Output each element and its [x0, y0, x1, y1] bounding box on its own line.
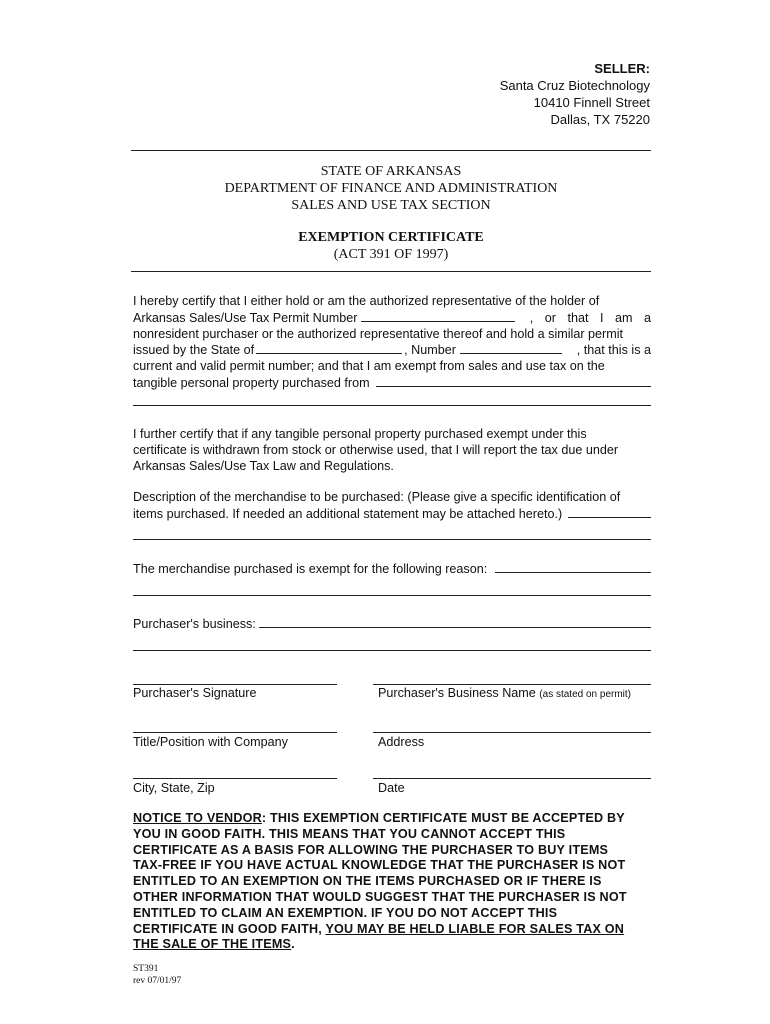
seller-street: 10410 Finnell Street [533, 95, 650, 110]
business-continuation-line[interactable] [133, 650, 651, 651]
seller-block [500, 60, 650, 128]
purchased-from-label: tangible personal property purchased from [133, 375, 370, 390]
city-line[interactable] [133, 778, 337, 779]
certify-paragraph [133, 294, 651, 392]
purchased-from-field[interactable] [376, 375, 651, 387]
further-line-1: I further certify that if any tangible personal property purchased exempt under this [133, 427, 587, 441]
business-field[interactable] [259, 616, 651, 628]
certificate-act: (ACT 391 OF 1997) [333, 247, 449, 262]
date-line[interactable] [373, 778, 651, 779]
notice-line-4: TAX-FREE IF YOU HAVE ACTUAL KNOWLEDGE THAT THE PURCHASER IS NOT [133, 858, 626, 873]
reason-label: The merchandise purchased is exempt for the following reason: [133, 562, 488, 576]
certify-line-2-tail: , or that I am a [529, 310, 651, 325]
business-label: Purchaser's business: [133, 617, 256, 631]
address-label: Address [378, 735, 425, 749]
title-label: Title/Position with Company [133, 735, 288, 749]
certify-line-1: I hereby certify that I either hold or am the authorized representative of the holder of [133, 294, 600, 308]
certify-line-4 [133, 342, 651, 359]
notice-line-3: CERTIFICATE AS A BASIS FOR ALLOWING THE PURCHASER TO BUY ITEMS [133, 842, 609, 857]
form-identifier [133, 963, 181, 987]
description-continuation-line[interactable] [133, 539, 651, 540]
notice-line-9 [133, 937, 651, 953]
address-line[interactable] [373, 732, 651, 733]
seller-city: Dallas, TX 75220 [550, 112, 650, 127]
business-name-label: Purchaser's Business Name [378, 686, 536, 700]
further-paragraph [133, 427, 651, 474]
notice-line-1 [133, 811, 651, 827]
permit-number-field[interactable] [361, 310, 515, 322]
issuing-state-field[interactable] [256, 342, 402, 354]
business-row [133, 616, 651, 633]
certify-line-4-tail: , that this is a [576, 343, 651, 358]
further-line-3: Arkansas Sales/Use Tax Law and Regulations. [133, 458, 394, 473]
notice-liability-text: YOU MAY BE HELD LIABLE FOR SALES TAX ON [325, 921, 625, 936]
notice-line-5: ENTITLED TO AN EXEMPTION ON THE ITEMS PURCHASED OR IF THERE IS [133, 874, 602, 889]
purchased-from-continuation-line[interactable] [133, 405, 651, 406]
notice-line-7: ENTITLED TO CLAIM AN EXEMPTION. IF YOU DO NOT ACCEPT THIS [133, 905, 558, 920]
signature-line[interactable] [133, 684, 337, 685]
department-line: DEPARTMENT OF FINANCE AND ADMINISTRATION [224, 181, 558, 196]
issuing-state-label: issued by the State of [133, 343, 255, 358]
date-label: Date [378, 781, 405, 795]
description-line-2 [133, 506, 651, 523]
description-line-1: Description of the merchandise to be purchased: (Please give a specific identification of [133, 490, 621, 504]
signature-label: Purchaser's Signature [133, 686, 257, 700]
certify-line-2 [133, 310, 651, 327]
state-line: STATE OF ARKANSAS [320, 164, 462, 179]
description-field[interactable] [568, 506, 651, 518]
state-number-field[interactable] [460, 342, 562, 354]
notice-line-8 [133, 922, 651, 938]
seller-name: Santa Cruz Biotechnology [499, 78, 650, 93]
permit-number-label: Arkansas Sales/Use Tax Permit Number [133, 310, 358, 325]
form-number: ST391 [133, 964, 159, 974]
business-name-line[interactable] [373, 684, 651, 685]
description-line-2-text: items purchased. If needed an additional statement may be attached hereto.) [133, 506, 563, 521]
divider-header-bottom [131, 271, 651, 272]
notice-line-8-text: CERTIFICATE IN GOOD FAITH, [133, 921, 326, 936]
seller-label: SELLER: [594, 61, 650, 76]
notice-heading: NOTICE TO VENDOR [133, 811, 262, 825]
city-label: City, State, Zip [133, 781, 215, 795]
reason-row [133, 561, 651, 578]
notice-liability-end: THE SALE OF THE ITEMS [133, 937, 292, 952]
reason-continuation-line[interactable] [133, 595, 651, 596]
notice-line-6: OTHER INFORMATION THAT WOULD SUGGEST THAT THE PURCHASER IS NOT [133, 889, 627, 904]
business-name-note: (as stated on permit) [539, 689, 632, 700]
certificate-title [131, 229, 651, 263]
certify-line-5: current and valid permit number; and that I am exempt from sales and use tax on the [133, 359, 605, 374]
certify-line-3: nonresident purchaser or the authorized representative thereof and hold a similar permit [133, 326, 624, 341]
notice-line-1-text: : THIS EXEMPTION CERTIFICATE MUST BE ACCEPTED BY [261, 811, 625, 825]
certificate-name: EXEMPTION CERTIFICATE [298, 230, 484, 245]
section-line: SALES AND USE TAX SECTION [291, 198, 491, 213]
reason-field[interactable] [495, 561, 651, 573]
description-paragraph [133, 490, 651, 523]
title-line[interactable] [133, 732, 337, 733]
notice-period: . [291, 937, 295, 952]
further-line-2: certificate is withdrawn from stock or otherwise used, that I will report the tax due under [133, 442, 619, 457]
state-number-label: , Number [404, 343, 456, 358]
certify-line-6 [133, 375, 651, 392]
notice-to-vendor [133, 811, 651, 953]
divider-top [131, 150, 651, 151]
form-revision: rev 07/01/97 [133, 976, 182, 986]
notice-line-2: YOU IN GOOD FAITH. THIS MEANS THAT YOU CANNOT ACCEPT THIS [133, 826, 566, 841]
agency-header [131, 163, 651, 214]
business-name-label-row [378, 686, 631, 700]
